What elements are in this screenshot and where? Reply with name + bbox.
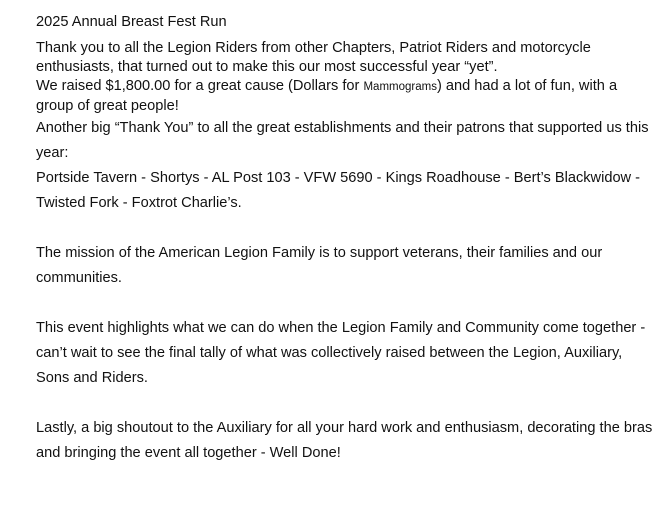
event-line: This event highlights what we can do when the Legion Family and Community come together - — [36, 320, 646, 336]
lastly-line: and bringing the event all together - Well Done! — [36, 445, 341, 461]
establishments-list — [36, 166, 654, 216]
mission-paragraph — [36, 241, 654, 291]
raised-text-end: ) and had a lot of fun, with a — [436, 78, 618, 94]
mission-line: communities. — [36, 270, 122, 286]
lastly-paragraph — [36, 416, 654, 466]
event-line: Sons and Riders. — [36, 370, 148, 386]
event-paragraph — [36, 316, 654, 391]
raised-line — [36, 77, 654, 97]
raised-line: group of great people! — [36, 98, 179, 114]
document-body — [36, 13, 654, 466]
thank-you-paragraph — [36, 116, 654, 166]
raised-paragraph — [36, 77, 654, 116]
mission-line: The mission of the American Legion Family is to support veterans, their families and our — [36, 245, 603, 261]
mammograms-text: Mammograms — [363, 81, 437, 93]
thanks-line: Thank you to all the Legion Riders from other Chapters, Patriot Riders and motorcycle — [36, 40, 591, 56]
thank-you-line: year: — [36, 145, 69, 161]
establishments-line: Twisted Fork - Foxtrot Charlie’s. — [36, 195, 242, 211]
event-line: can’t wait to see the final tally of what was collectively raised between the Legion, Auxiliary, — [36, 345, 623, 361]
document-title: 2025 Annual Breast Fest Run — [36, 14, 227, 30]
establishments-line: Portside Tavern - Shortys - AL Post 103 - VFW 5690 - Kings Roadhouse - Bert’s Blackwidow - — [36, 170, 641, 186]
thank-you-line: Another big “Thank You” to all the great establishments and their patrons that supported us this — [36, 120, 649, 136]
raised-text: We raised $1,800.00 for a great cause (Dollars for — [36, 78, 360, 94]
thanks-paragraph — [36, 39, 654, 77]
thanks-line: enthusiasts, that turned out to make this our most successful year “yet”. — [36, 59, 498, 75]
lastly-line: Lastly, a big shoutout to the Auxiliary for all your hard work and enthusiasm, decorating the bras — [36, 420, 653, 436]
